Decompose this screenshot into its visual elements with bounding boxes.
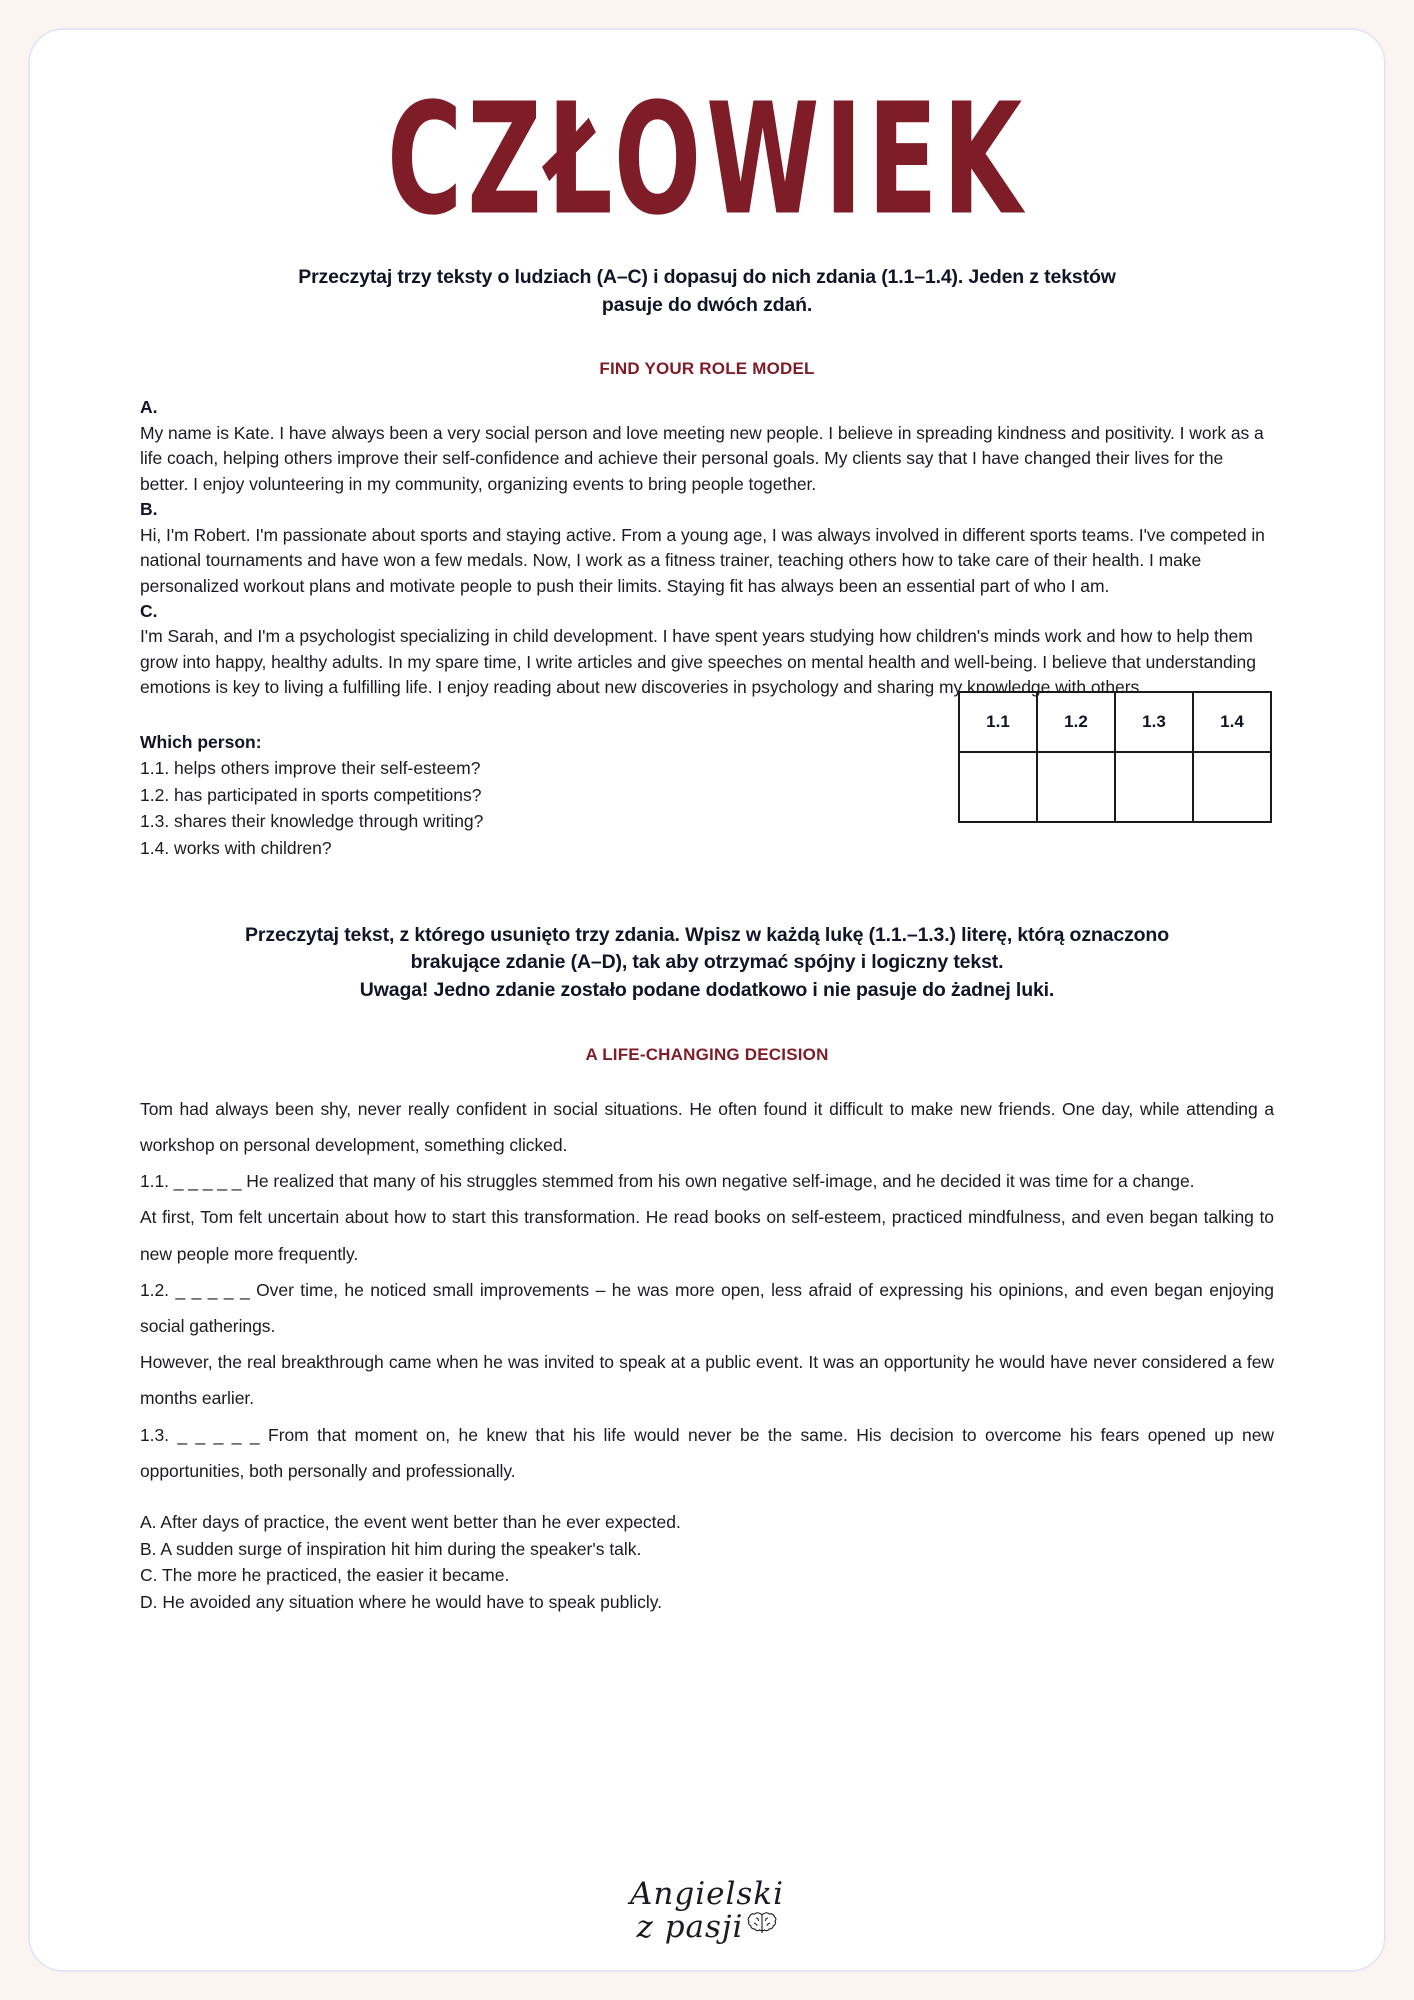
exercise-1-instruction-line-2: pasuje do dwóch zdań. <box>601 293 813 316</box>
worksheet-content <box>30 30 1384 1970</box>
footer-logo-line-2: z pasji <box>636 1909 744 1946</box>
page-title: CZŁOWIEK <box>386 70 1028 249</box>
brain-icon <box>747 1910 777 1946</box>
exercise-2-instruction-line-2: brakujące zdanie (A–D), tak aby otrzymać spójny i logiczny tekst. <box>410 951 1004 974</box>
footer-logo <box>30 1875 1384 1946</box>
sentence-option-d: D. He avoided any situation where he would have to speak publicly. <box>140 1591 663 1612</box>
story-paragraph-gap-1-3: 1.3. _ _ _ _ _ From that moment on, he knew that his life would never be the same. His decision to overcome his fears opened up new opportunities, both personally and professionally. <box>140 1424 1274 1481</box>
reading-text-b <box>140 497 1274 599</box>
story-paragraph-3: However, the real breakthrough came when he was invited to speak at a public event. It was an opportunity he would have never considered a few months earlier. <box>140 1352 1274 1409</box>
answer-grid-header-1-1: 1.1 <box>959 692 1037 752</box>
footer-logo-line-2-wrap <box>637 1910 778 1946</box>
questions-and-answer-grid <box>140 711 1274 862</box>
story-paragraph-2: At first, Tom felt uncertain about how to start this transformation. He read books on self-esteem, practiced mindfulness, and even began talking to new people more frequently. <box>140 1207 1274 1264</box>
worksheet-page <box>29 29 1385 1971</box>
reading-text-a-body: My name is Kate. I have always been a very social person and love meeting new people. I believe in spreading kindness and positivity. I work as a life coach, helping others improve their self-confidence and achieve their personal goals. My clients say that I have changed their lives for the better. I enjoy volunteering in my community, organizing events to bring people together. <box>140 422 1264 494</box>
answer-cell-1-1[interactable] <box>959 752 1037 822</box>
reading-text-c-label: C. <box>140 600 158 621</box>
question-1-3: 1.3. shares their knowledge through writing? <box>140 811 484 832</box>
questions-heading: Which person: <box>140 731 262 752</box>
reading-text-b-body: Hi, I'm Robert. I'm passionate about sports and staying active. From a young age, I was always involved in different sports teams. I've competed in national tournaments and have won a few medals. Now, I work as a fitness trainer, teaching others how to take care of their health. I make personalized workout plans and motivate people to push their limits. Staying fit has always been an essential part of who I am. <box>140 524 1265 596</box>
exercise-1-instruction <box>140 264 1274 319</box>
answer-cell-1-3[interactable] <box>1115 752 1193 822</box>
answer-grid <box>958 691 1272 823</box>
exercise-1-section-title: FIND YOUR ROLE MODEL <box>599 359 815 379</box>
exercise-1-instruction-line-1: Przeczytaj trzy teksty o ludziach (A–C) i dopasuj do nich zdania (1.1–1.4). Jeden z tekstów <box>298 266 1116 289</box>
exercise-2-instruction <box>140 922 1274 1005</box>
reading-text-a-label: A. <box>140 397 158 418</box>
sentence-option-b: B. A sudden surge of inspiration hit him during the speaker's talk. <box>140 1538 642 1559</box>
questions-list <box>140 727 483 862</box>
exercise-2-instruction-line-1: Przeczytaj tekst, z którego usunięto trzy zdania. Wpisz w każdą lukę (1.1.–1.3.) literę, którą oznaczono <box>245 923 1169 946</box>
sentence-option-c: C. The more he practiced, the easier it became. <box>140 1565 510 1586</box>
answer-grid-input-row <box>959 752 1271 822</box>
reading-text-b-label: B. <box>140 499 158 520</box>
story-paragraph-gap-1-2: 1.2. _ _ _ _ _ Over time, he noticed small improvements – he was more open, less afraid of expressing his opinions, and even began enjoying social gatherings. <box>140 1279 1274 1337</box>
answer-grid-header-row <box>959 692 1271 752</box>
reading-text-c-body: I'm Sarah, and I'm a psychologist specializing in child development. I have spent years studying how children's minds work and how to help them grow into happy, healthy adults. In my spare time, I write articles and give speeches on mental health and well-being. I believe that understanding emotions is key to living a fulfilling life. I enjoy reading about new discoveries in psychology and sharing my knowledge with others. <box>140 626 1256 698</box>
reading-text-c <box>140 599 1274 701</box>
answer-cell-1-4[interactable] <box>1193 752 1271 822</box>
question-1-2: 1.2. has participated in sports competitions? <box>140 784 482 805</box>
story-paragraph-1: Tom had always been shy, never really confident in social situations. He often found it difficult to make new friends. One day, while attending a workshop on personal development, something clicked. <box>140 1098 1274 1155</box>
answer-grid-header-1-3: 1.3 <box>1115 692 1193 752</box>
answer-grid-header-1-4: 1.4 <box>1193 692 1271 752</box>
story-paragraph-gap-1-1: 1.1. _ _ _ _ _ He realized that many of his struggles stemmed from his own negative self-image, and he decided it was time for a change. <box>140 1171 1195 1192</box>
exercise-2-instruction-line-3: Uwaga! Jedno zdanie zostało podane dodatkowo i nie pasuje do żadnej luki. <box>359 979 1055 1002</box>
answer-grid-header-1-2: 1.2 <box>1037 692 1115 752</box>
footer-logo-line-1: Angielski <box>630 1875 784 1912</box>
reading-text-a <box>140 395 1274 497</box>
story-text <box>140 1091 1274 1489</box>
question-1-4: 1.4. works with children? <box>140 838 332 859</box>
exercise-2-section-title: A LIFE-CHANGING DECISION <box>585 1044 829 1064</box>
sentence-option-a: A. After days of practice, the event went better than he ever expected. <box>140 1512 681 1533</box>
sentence-options-list <box>140 1509 1274 1615</box>
question-1-1: 1.1. helps others improve their self-esteem? <box>140 758 481 779</box>
answer-cell-1-2[interactable] <box>1037 752 1115 822</box>
